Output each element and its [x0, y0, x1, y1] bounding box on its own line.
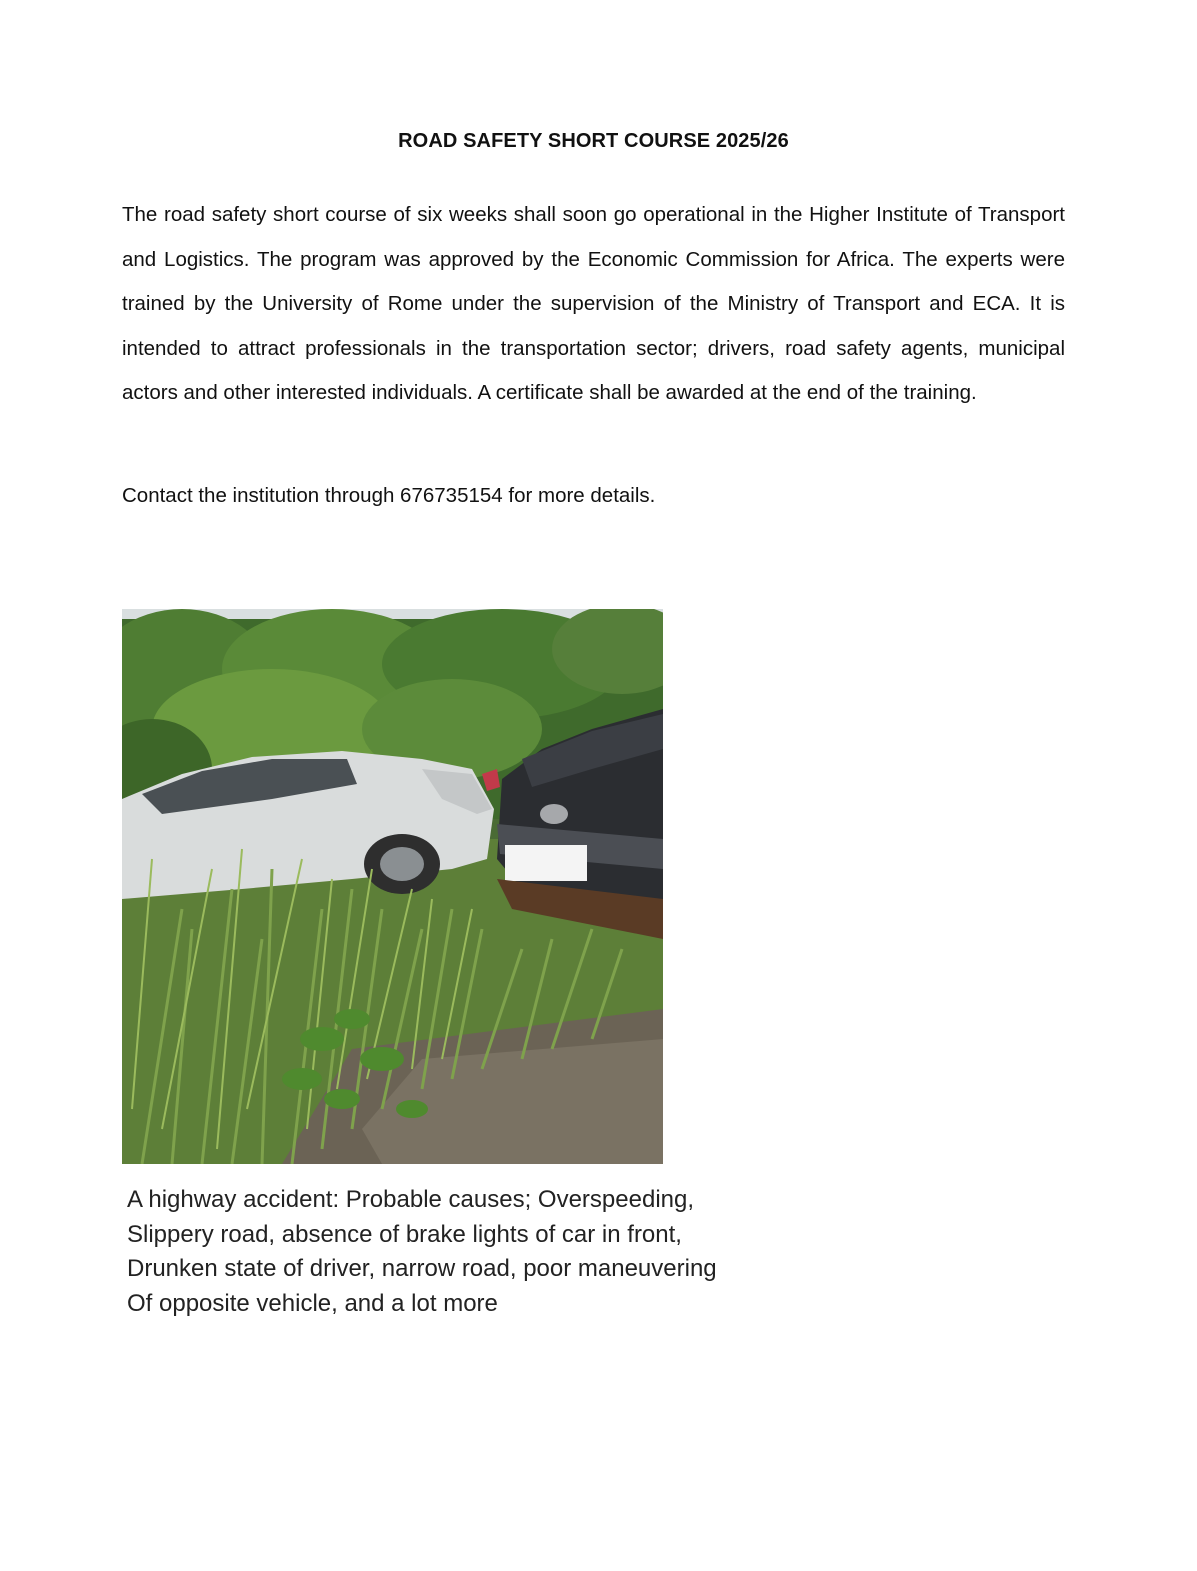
- contact-line: Contact the institution through 676735154 for more details.: [122, 484, 656, 507]
- caption-line: A highway accident: Probable causes; Overspeeding,: [127, 1186, 695, 1213]
- caption-line: Of opposite vehicle, and a lot more: [127, 1289, 498, 1317]
- caption-line: Drunken state of driver, narrow road, poor maneuvering: [127, 1255, 717, 1282]
- photo-caption: [127, 1183, 827, 1321]
- caption-line: Slippery road, absence of brake lights of car in front,: [127, 1220, 682, 1248]
- course-description: The road safety short course of six weeks shall soon go operational in the Higher Institute of Transport and Logistics. The program was approved by the Economic Commission for Africa. The experts were trained by the University of Rome under the supervision of the Ministry of Transport and ECA. It is intended to attract professionals in the transportation sector; drivers, road safety agents, municipal actors and other interested individuals. A certificate shall be awarded at the end of the training.: [122, 203, 1065, 404]
- page-title: ROAD SAFETY SHORT COURSE 2025/26: [398, 130, 789, 152]
- accident-photo: [122, 609, 663, 1164]
